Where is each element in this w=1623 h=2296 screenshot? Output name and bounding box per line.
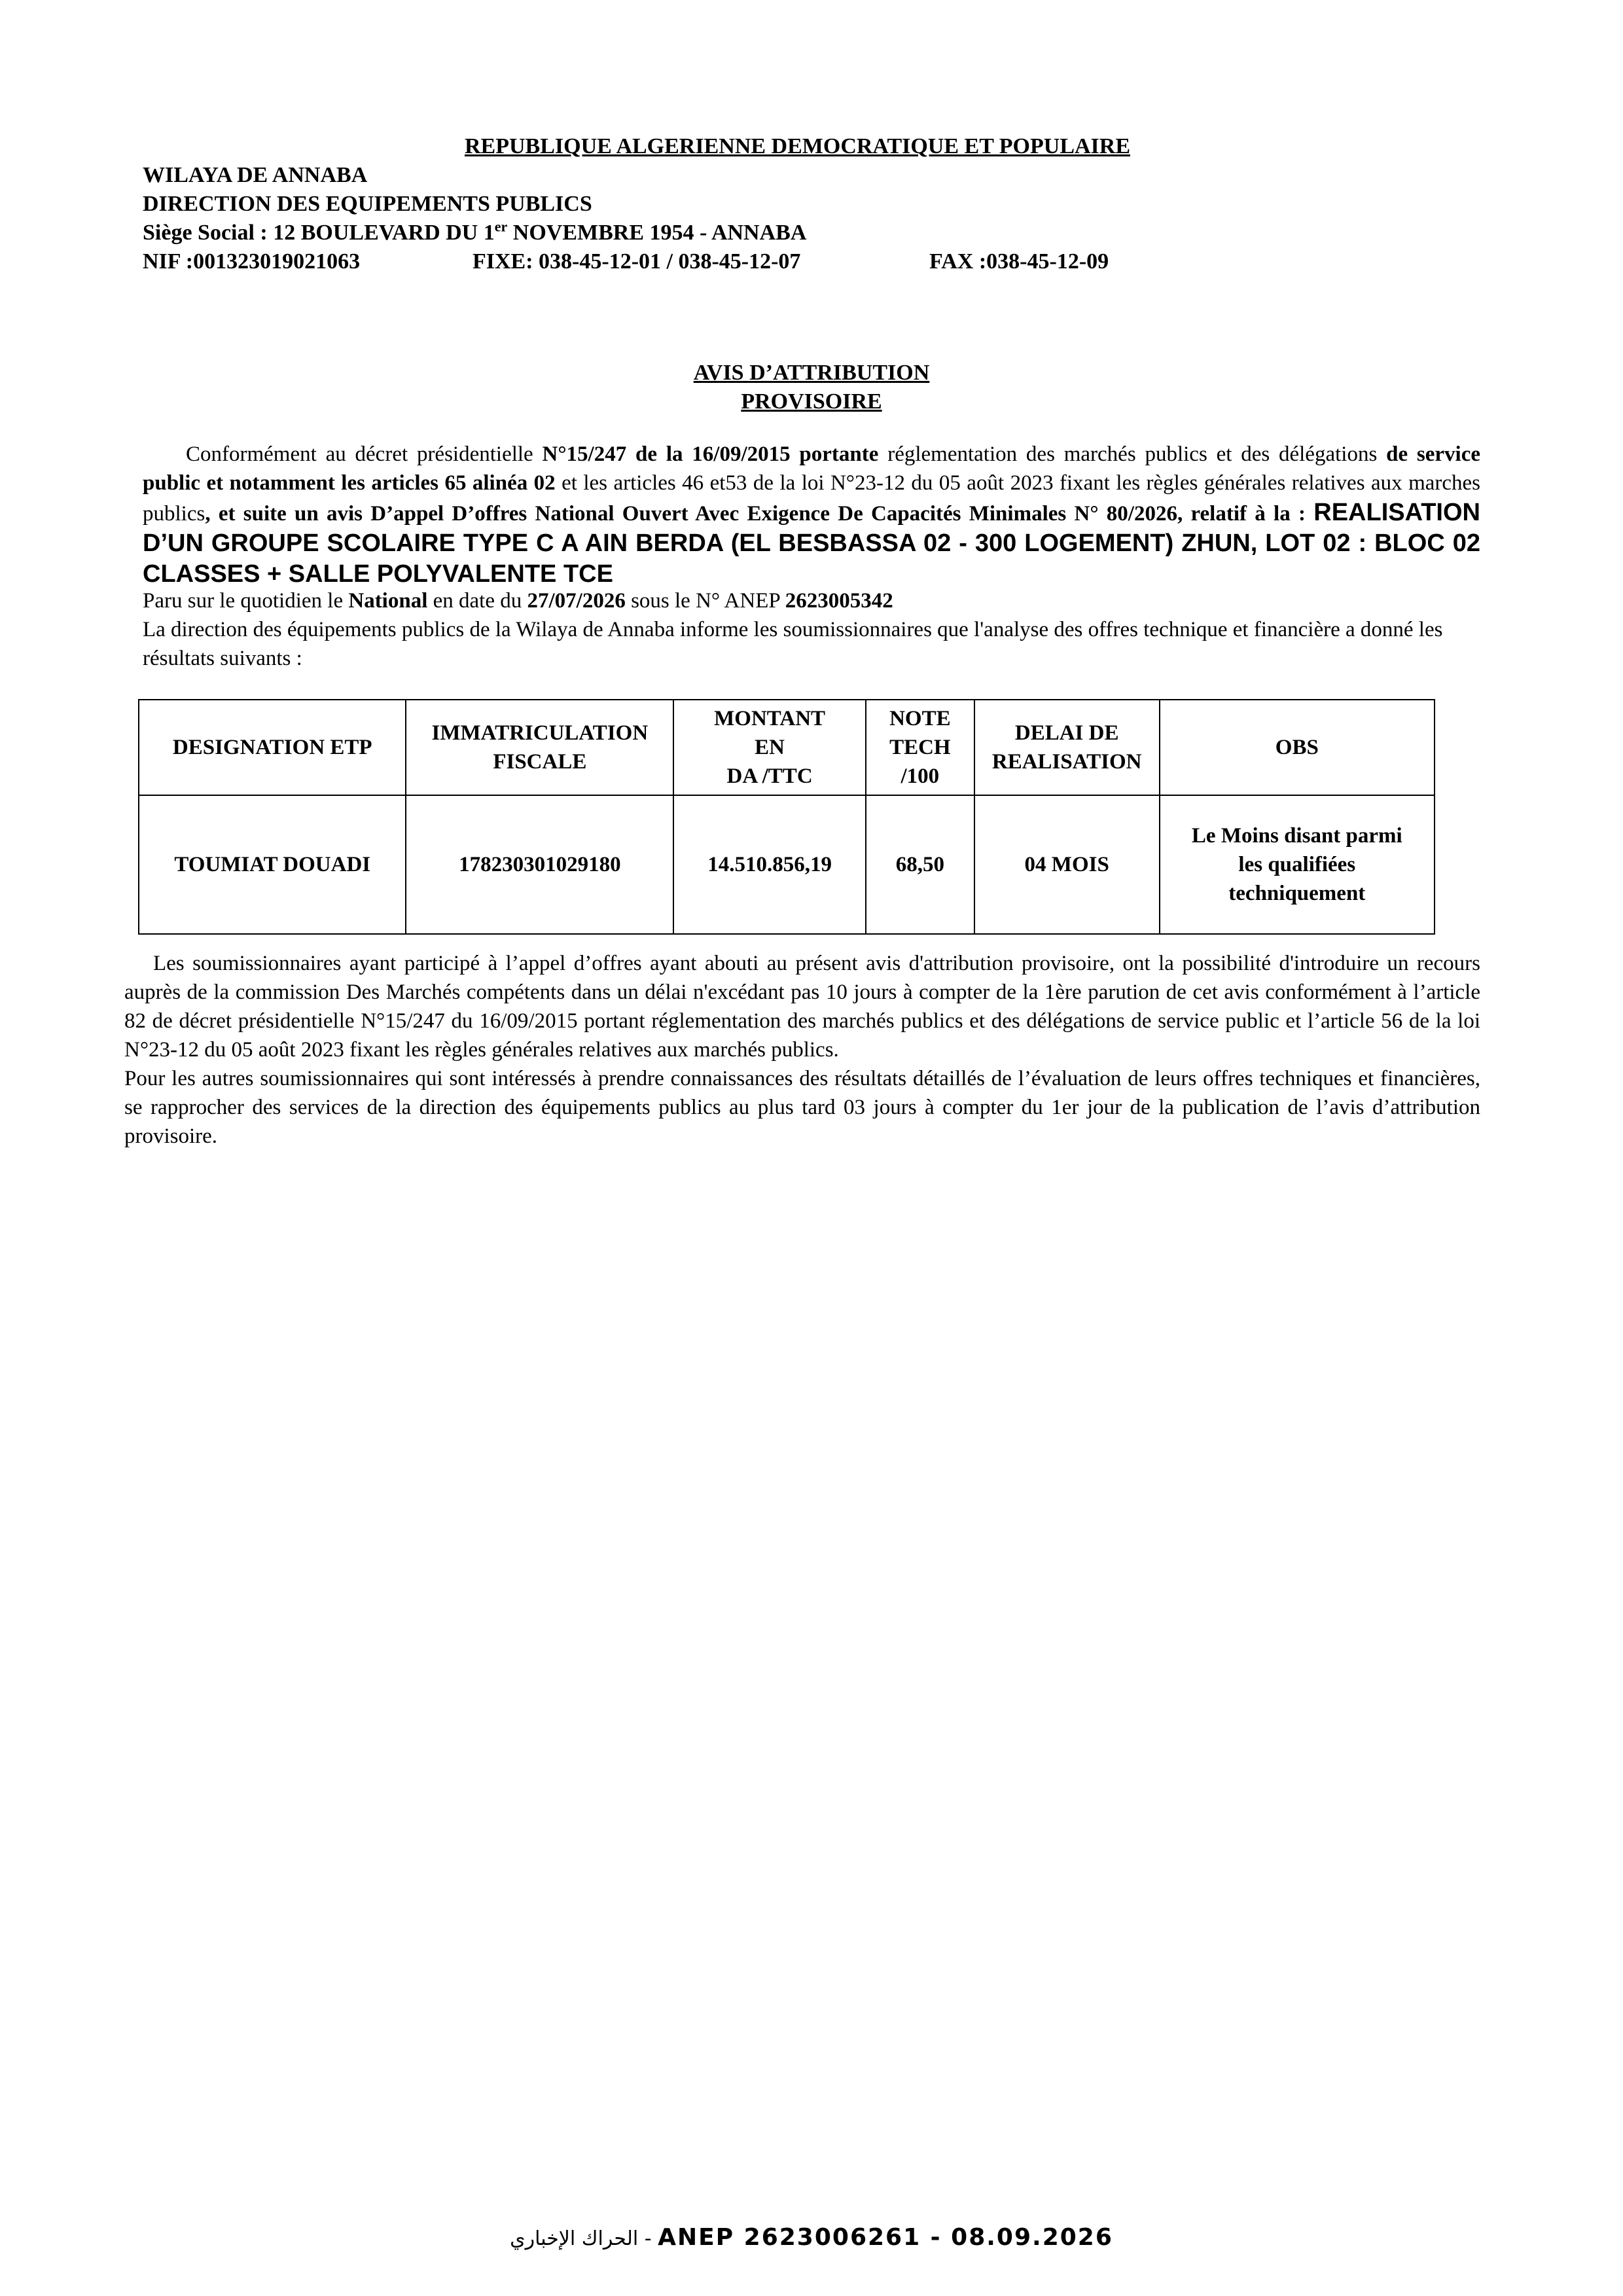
cell-obs: Le Moins disant parmi les qualifiées techniquement: [1160, 795, 1435, 934]
recourse-paragraph: Les soumissionnaires ayant participé à l’appel d’offres ayant abouti au présent avis d'attribution provisoire, ont la possibilité d'introduire un recours auprès de la commission Des Marchés compétents dans un délai n'excédant pas 10 jours à compter de la 1ère parution de cet avis conformément à l’article 82 de décret présidentielle N°15/247 du 16/09/2015 portant réglementation des marchés publics et des délégations de service public et l’article 56 de la loi N°23-12 du 05 août 2023 fixant les règles générales relatives aux marchés publics.: [124, 952, 1480, 1062]
notice-title-line-2: PROVISOIRE: [741, 389, 882, 414]
header-obs: OBS: [1160, 700, 1435, 795]
publication-line: Paru sur le quotidien le National en date du 27/07/2026 sous le N° ANEP 2623005342: [143, 589, 893, 613]
cell-designation: TOUMIAT DOUADI: [139, 795, 406, 934]
notice-title: [0, 359, 1623, 416]
wilaya-line: WILAYA DE ANNABA: [143, 163, 368, 187]
results-table: [138, 699, 1435, 935]
footer-newspaper: الحراك الإخباري: [510, 2227, 639, 2250]
inform-paragraph: La direction des équipements publics de la Wilaya de Annaba informe les soumissionnaires que l'analyse des offres technique et financière a donné les résultats suivants :: [143, 618, 1443, 670]
header-immatriculation: IMMATRICULATION FISCALE: [406, 700, 673, 795]
closing-section: [124, 949, 1480, 1151]
cell-immatriculation: 178230301029180: [406, 795, 673, 934]
header-montant: MONTANT EN DA /TTC: [673, 700, 866, 795]
direction-line: DIRECTION DES EQUIPEMENTS PUBLICS: [143, 192, 592, 216]
results-consultation-paragraph: Pour les autres soumissionnaires qui sont intéressés à prendre connaissances des résultats détaillés de l’évaluation de leurs offres techniques et financières, se rapprocher des services de la direction des équipements publics au plus tard 03 jours à compter du 1er jour de la publication de l’avis d’attribution provisoire.: [124, 1067, 1480, 1148]
header-note-tech: NOTE TECH /100: [866, 700, 974, 795]
footer-anep: ANEP 2623006261 - 08.09.2026: [658, 2224, 1113, 2251]
siege-social-line: Siège Social : 12 BOULEVARD DU 1er NOVEMBRE 1954 - ANNABA: [143, 218, 807, 245]
republic-title: REPUBLIQUE ALGERIENNE DEMOCRATIQUE ET POPULAIRE: [465, 134, 1131, 158]
notice-title-line-1: AVIS D’ATTRIBUTION: [693, 361, 930, 385]
header-designation: DESIGNATION ETP: [139, 700, 406, 795]
cell-montant: 14.510.856,19: [673, 795, 866, 934]
table-header-row: [139, 700, 1435, 795]
fixe-line: FIXE: 038-45-12-01 / 038-45-12-07: [473, 249, 801, 274]
cell-delai: 04 MOIS: [974, 795, 1160, 934]
project-title: REALISATION D’UN GROUPE SCOLAIRE TYPE C A AIN BERDA (EL BESBASSA 02 - 300 LOGEMENT) ZHUN, LOT 02 : BLOC 02 CLASSES + SALLE POLYVALENTE TCE: [143, 499, 1480, 588]
table-row: [139, 795, 1435, 934]
header-delai: DELAI DE REALISATION: [974, 700, 1160, 795]
fax-line: FAX :038-45-12-09: [929, 249, 1109, 274]
nif-line: NIF :001323019021063: [143, 249, 361, 274]
footer: الحراك الإخباري - ANEP 2623006261 - 08.09.2026: [510, 2224, 1113, 2251]
cell-note-tech: 68,50: [866, 795, 974, 934]
intro-paragraph: Conformément au décret présidentielle N°15/247 de la 16/09/2015 portante réglementation des marchés publics et des délégations de service public et notamment les articles 65 alinéa 02 et les articles 46 et53 de la loi N°23-12 du 05 août 2023 fixant les règles générales relatives aux marches publics, et suite un avis D’appel D’offres National Ouvert Avec Exigence De Capacités Minimales N° 80/2026, relatif à la : REALISATION D’UN GROUPE SCOLAIRE TYPE C A AIN BERDA (EL BESBASSA 02 - 300 LOGEMENT) ZHUN, LOT 02 : BLOC 02 CLASSES + SALLE POLYVALENTE TCE: [143, 442, 1481, 588]
